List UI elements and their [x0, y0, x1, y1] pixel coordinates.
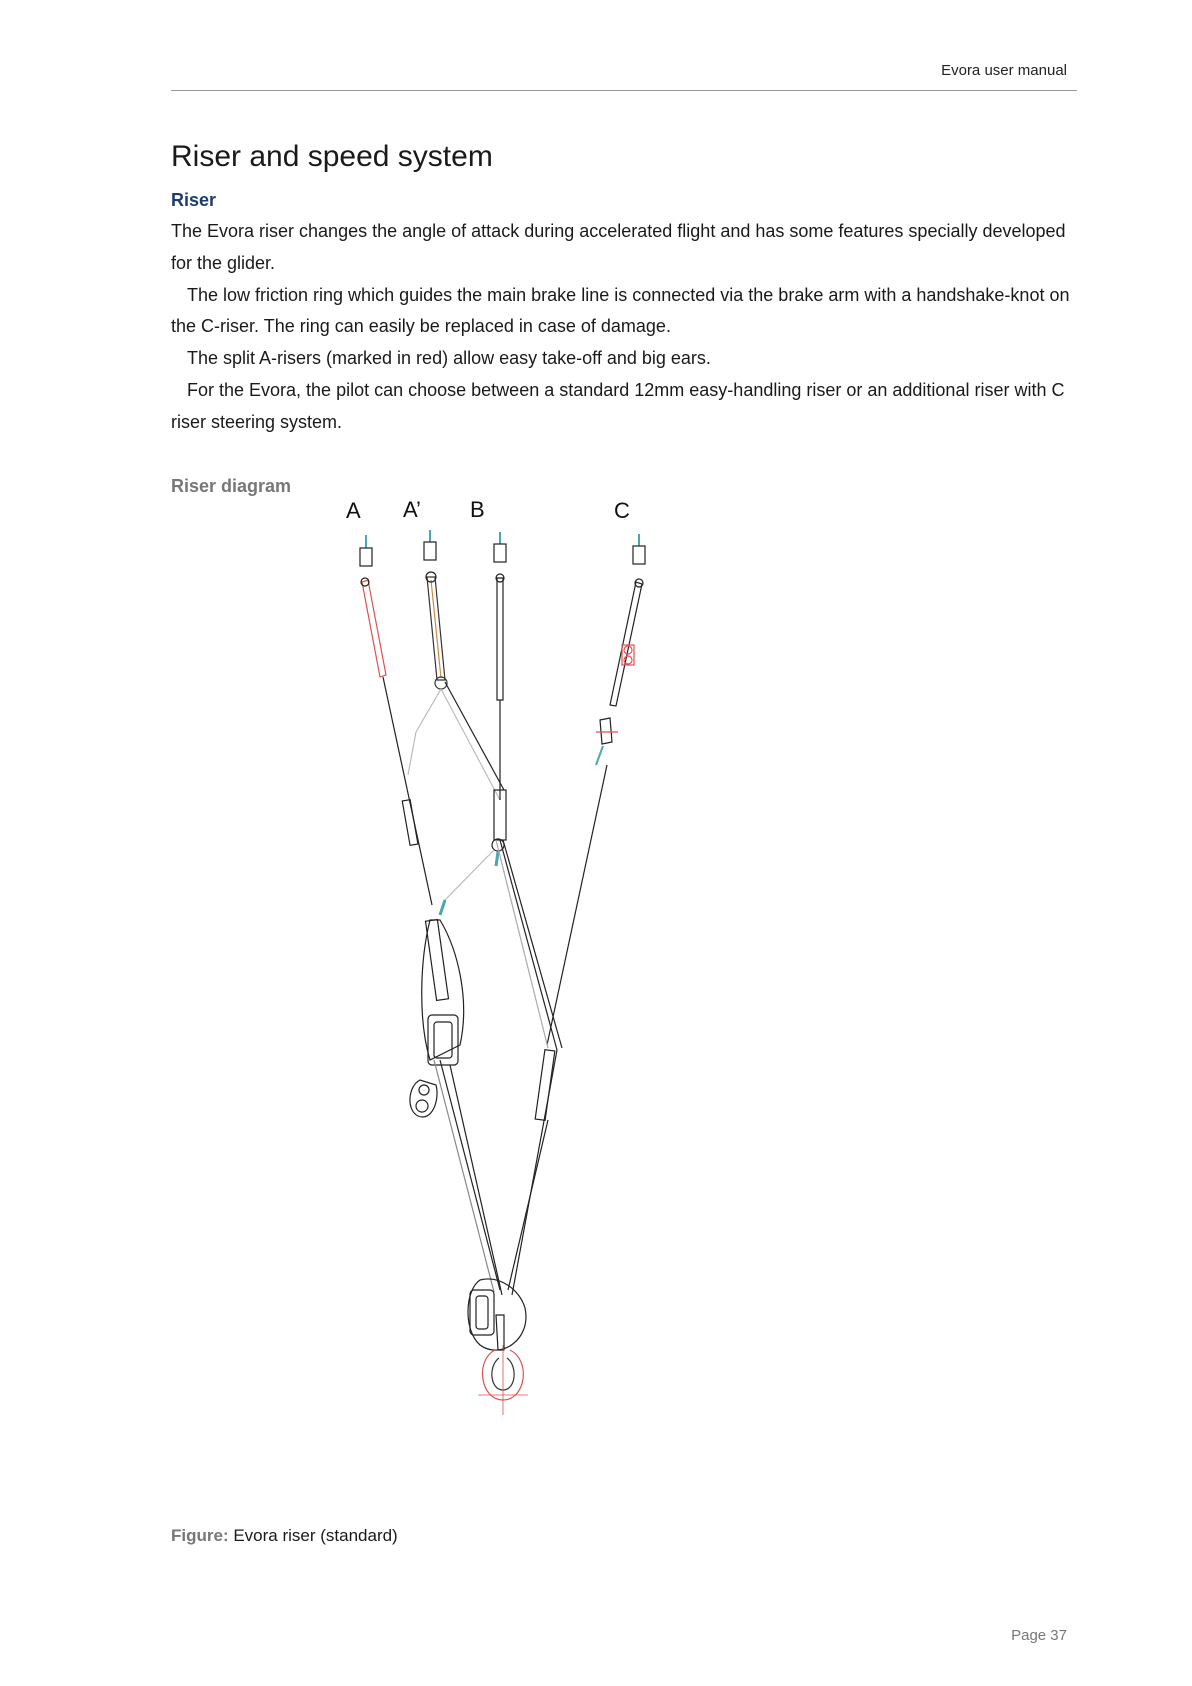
top-pins — [366, 530, 639, 548]
body-text — [171, 216, 1071, 439]
riser-diagram — [300, 500, 700, 1510]
running-header: Evora user manual — [941, 62, 1067, 79]
paragraph: The split A-risers (marked in red) allow easy take-off and big ears. — [187, 348, 711, 369]
riser-label-a: A — [346, 500, 361, 523]
b-riser — [497, 578, 503, 700]
quick-link-a — [360, 548, 372, 566]
paragraph: The Evora riser changes the angle of attack during accelerated flight and has some features specially developed for the glider. — [171, 221, 1066, 273]
quick-link-b — [494, 544, 506, 562]
a-riser-red — [362, 580, 386, 677]
header-divider — [171, 90, 1077, 91]
riser-label-c: C — [614, 500, 630, 523]
riser-label-b: B — [470, 500, 485, 522]
a-speed-strap — [425, 920, 448, 1001]
brake-handle-clip — [600, 718, 612, 744]
paragraph: The low friction ring which guides the main brake line is connected via the brake arm with a handshake-knot on the C-riser. The ring can easily be replaced in case of damage. — [171, 284, 1070, 337]
riser-label-a-prime: A’ — [403, 500, 421, 522]
c-lower-sleeve — [535, 1050, 555, 1121]
page-title: Riser and speed system — [171, 140, 493, 173]
paragraph: For the Evora, the pilot can choose between a standard 12mm easy-handling riser or an additional riser with C riser steering system. — [171, 379, 1065, 432]
riser-lines — [360, 530, 645, 1415]
quick-link-c — [633, 546, 645, 564]
bottom-pulley — [470, 1290, 494, 1335]
bottom-buckle — [496, 1315, 504, 1350]
riser-diagram-svg — [300, 500, 700, 1510]
figure-caption-label: Figure: — [171, 1526, 229, 1545]
section-heading: Riser — [171, 190, 217, 210]
figure-caption — [171, 1526, 398, 1546]
quick-link-a-prime — [424, 542, 436, 560]
figure-caption-text: Evora riser (standard) — [228, 1526, 398, 1545]
a-strap-sleeve — [402, 800, 418, 846]
diagram-label: Riser diagram — [171, 476, 292, 496]
c-riser — [610, 582, 642, 706]
page-number: Page 37 — [1011, 1627, 1067, 1644]
